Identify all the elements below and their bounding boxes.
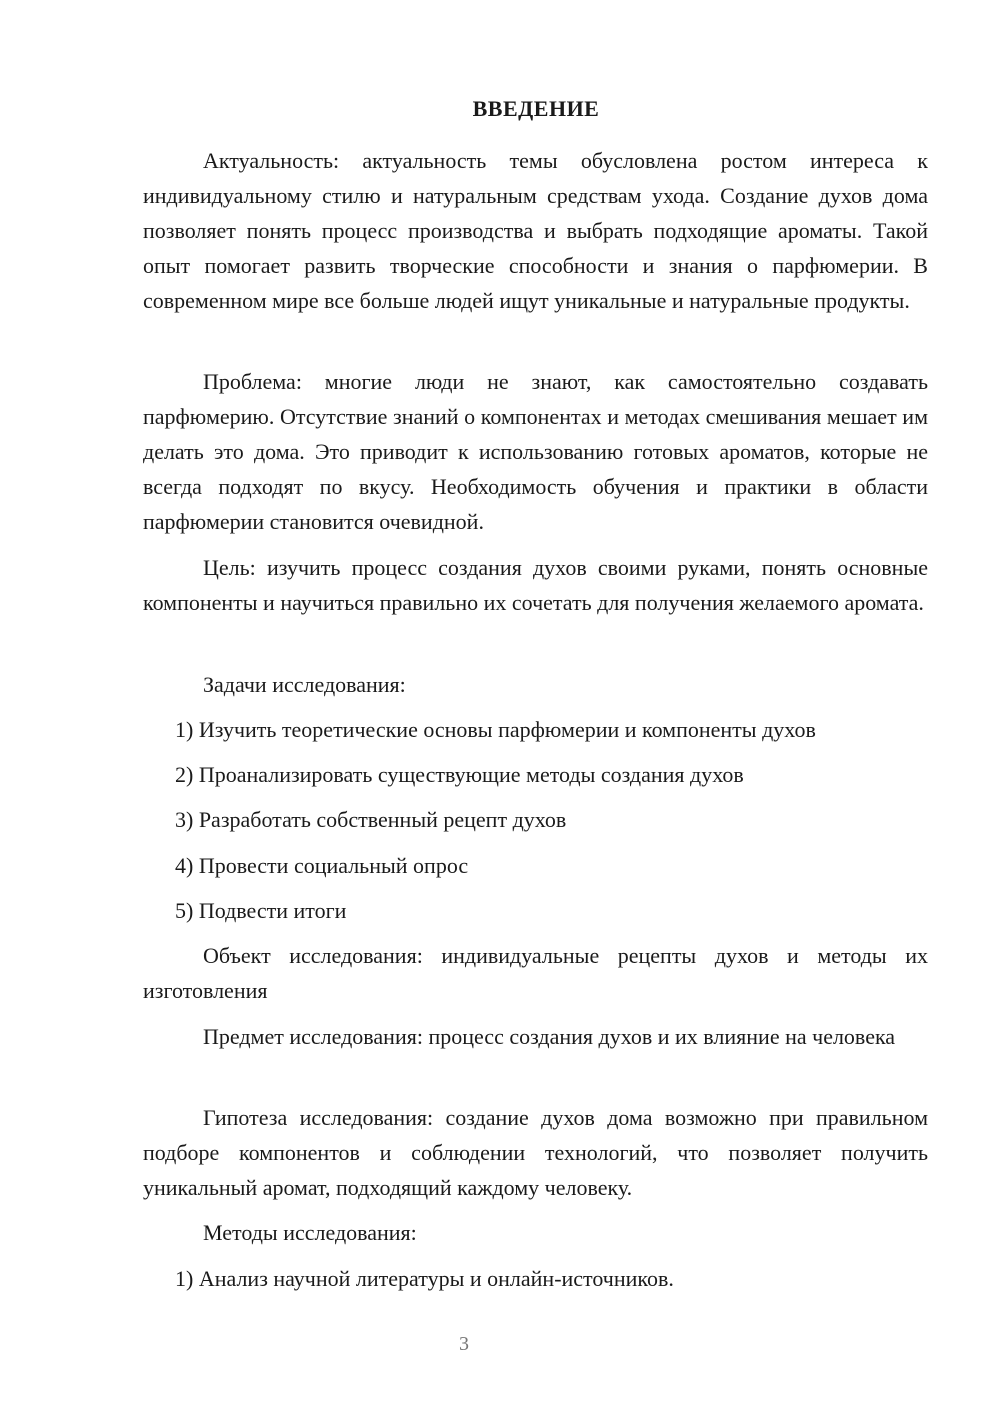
paragraph-hypothesis: Гипотеза исследования: создание духов дома возможно при правильном подборе компонентов и соблюдении технологий, что позволяет получить уникальный аромат, подходящий каждому человеку.: [143, 1105, 928, 1200]
paragraph-relevance: Актуальность: актуальность темы обусловлена ростом интереса к индивидуальному стилю и натуральным средствам ухода. Создание духов дома позволяет понять процесс производства и выбрать подходящие ароматы. Такой опыт помогает развить творческие способности и знания о парфюмерии. В современном мире все больше людей ищут уникальные и натуральные продукты.: [143, 148, 928, 313]
paragraph-object: Объект исследования: индивидуальные рецепты духов и методы их изготовления: [143, 943, 928, 1003]
task-item-1: 1) Изучить теоретические основы парфюмерии и компоненты духов: [175, 717, 816, 742]
task-item-2: 2) Проанализировать существующие методы создания духов: [175, 762, 744, 787]
paragraph-problem: Проблема: многие люди не знают, как самостоятельно создавать парфюмерию. Отсутствие знаний о компонентах и методах смешивания мешает им делать это дома. Это приводит к использованию готовых ароматов, которые не всегда подходят по вкусу. Необходимость обучения и практики в области парфюмерии становится очевидной.: [143, 369, 928, 534]
paragraph-subject: Предмет исследования: процесс создания духов и их влияние на человека: [203, 1024, 896, 1049]
page-number: 3: [459, 1333, 469, 1355]
methods-label: Методы исследования:: [203, 1220, 417, 1245]
task-item-4: 4) Провести социальный опрос: [175, 853, 469, 878]
task-item-3: 3) Разработать собственный рецепт духов: [175, 807, 567, 832]
method-item-1: 1) Анализ научной литературы и онлайн-источников.: [175, 1266, 674, 1291]
paragraph-goal: Цель: изучить процесс создания духов своими руками, понять основные компоненты и научиться правильно их сочетать для получения желаемого аромата.: [143, 555, 928, 615]
task-item-5: 5) Подвести итоги: [175, 898, 347, 923]
tasks-label: Задачи исследования:: [203, 672, 406, 697]
page-title: ВВЕДЕНИЕ: [472, 96, 600, 121]
